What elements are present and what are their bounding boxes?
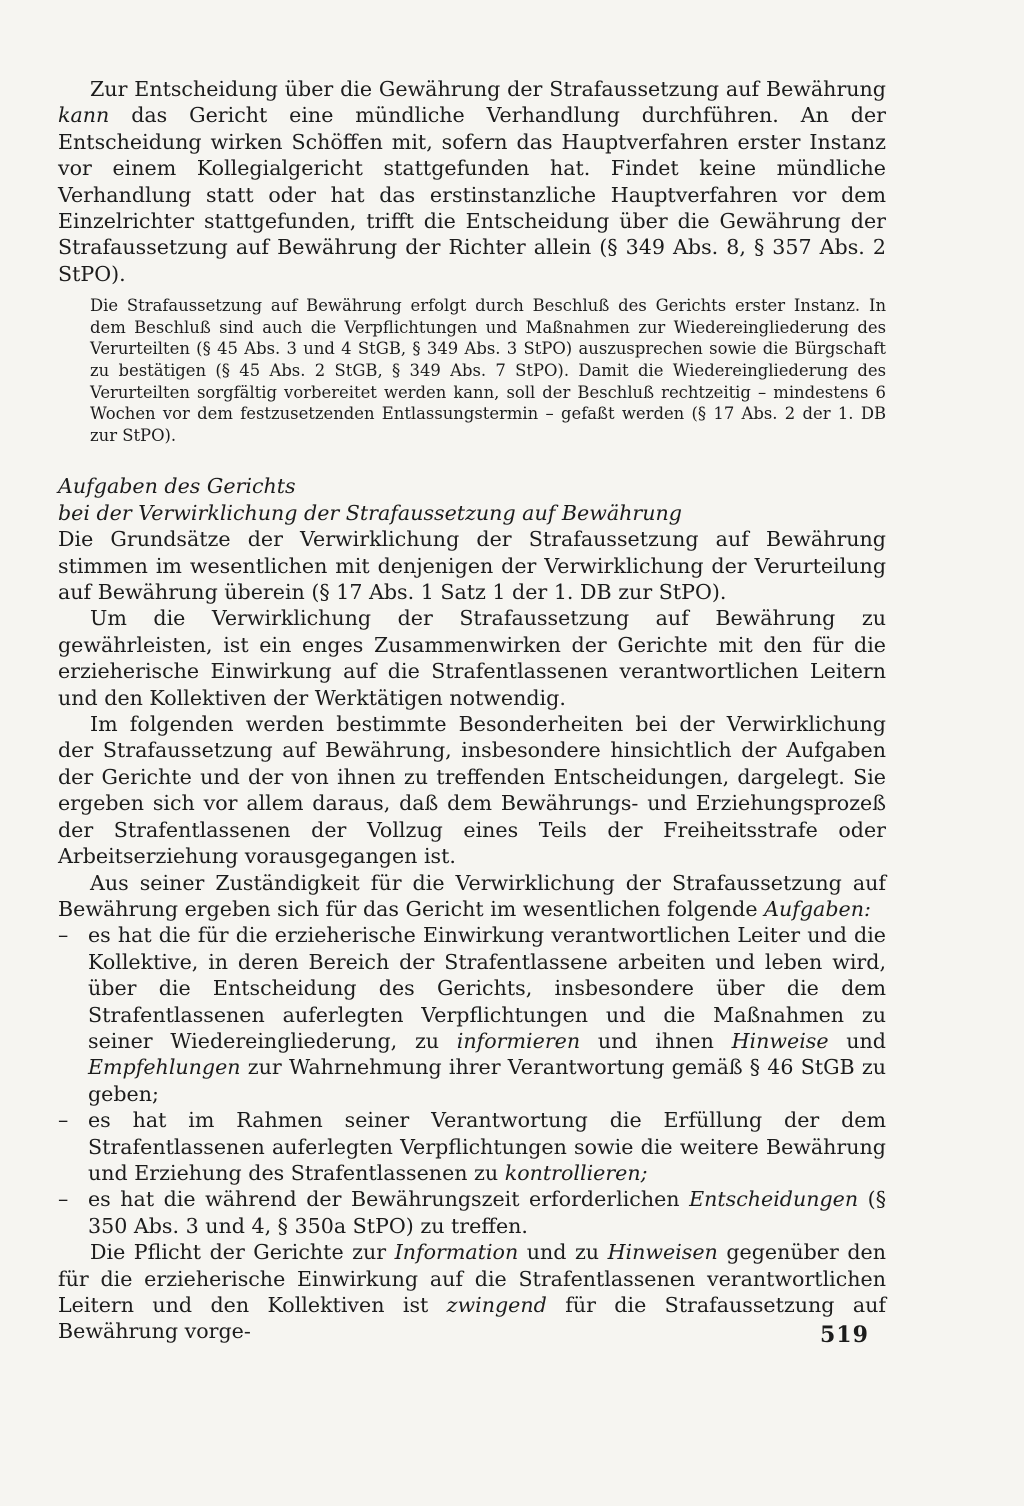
list-item: – es hat die für die erzieherische Einwirkung verantwortlichen Leiter und die Kollektive, in deren Bereich der Strafentlassene arbeiten und leben wird, über die Entscheidung des Gerichts, insbesondere über die dem Strafentlassenen auferlegten Verpflichtungen und die Maßnahmen zu seiner Wiedereingliederung, zu informieren und ihnen Hinweise und Empfehlungen zur Wahrnehmung ihrer Verantwortung gemäß § 46 StGB zu geben; bbox=[58, 922, 886, 1107]
section-heading-line-1: Aufgaben des Gerichts bbox=[58, 474, 296, 499]
emphasis: Information bbox=[394, 1240, 519, 1265]
paragraph-decision-procedure: Zur Entscheidung über die Gewährung der Strafaussetzung auf Bewährung kann das Gericht eine mündliche Verhandlung durchführen. An der Entscheidung wirken Schöffen mit, sofern das Hauptverfahren erster Instanz vor einem Kollegialgericht stattgefunden hat. Findet keine mündliche Verhandlung statt oder hat das erstinstanzliche Hauptverfahren vor dem Einzelrichter stattgefunden, trifft die Entscheidung über die Gewährung der Strafaussetzung auf Bewährung der Richter allein (§ 349 Abs. 8, § 357 Abs. 2 StPO). bbox=[58, 77, 886, 286]
emphasis: kontrollieren; bbox=[504, 1160, 648, 1185]
page-number: 519 bbox=[820, 1322, 869, 1348]
emphasis: kann bbox=[58, 103, 110, 128]
task-list bbox=[58, 922, 886, 1239]
emphasis: Aufgaben: bbox=[764, 896, 871, 921]
list-item: – es hat im Rahmen seiner Verantwortung die Erfüllung der dem Strafentlassenen auferlegten Verpflichtungen sowie die weitere Bewährung und Erziehung des Strafentlassenen zu kontrollieren; bbox=[58, 1107, 886, 1186]
emphasis: Entscheidungen bbox=[689, 1187, 859, 1212]
section-heading-line-2: bei der Verwirklichung der Strafaussetzung auf Bewährung bbox=[58, 500, 682, 525]
paragraph-duty-to-inform: Die Pflicht der Gerichte zur Information und zu Hinweisen gegenüber den für die erzieherische Einwirkung auf die Strafentlassenen verantwortlichen Leitern und den Kollektiven ist zwingend für die Strafaussetzung auf Bewährung vorge- bbox=[58, 1240, 886, 1344]
emphasis: zwingend bbox=[446, 1293, 547, 1317]
text-column bbox=[58, 76, 886, 1345]
paragraph-special-features: Im folgenden werden bestimmte Besonderheiten bei der Verwirklichung der Strafaussetzung auf Bewährung, insbesondere hinsichtlich der Aufgaben der Gerichte und der von ihnen zu treffenden Entscheidungen, dargelegt. Sie ergeben sich vor allem daraus, daß dem Bewährungs- und Erziehungsprozeß der Strafentlassenen der Vollzug eines Teils der Freiheitsstrafe oder Arbeitserziehung vorausgegangen ist. bbox=[58, 712, 886, 869]
emphasis: informieren bbox=[456, 1028, 581, 1053]
paragraph-cooperation: Um die Verwirklichung der Strafaussetzung auf Bewährung zu gewährleisten, ist ein enges Zusammenwirken der Gerichte mit den für die erzieherische Einwirkung auf die Strafentlassenen verantwortlichen Leitern und den Kollektiven der Werktätigen notwendig. bbox=[58, 606, 886, 710]
emphasis: Hinweise bbox=[731, 1028, 829, 1053]
emphasis: Empfehlungen bbox=[88, 1055, 241, 1080]
list-item: – es hat die während der Bewährungszeit erforderlichen Entscheidungen (§ 350 Abs. 3 und 4, § 350a StPO) zu treffen. bbox=[58, 1186, 886, 1239]
paragraph-court-tasks: Aus seiner Zuständigkeit für die Verwirklichung der Strafaussetzung auf Bewährung ergeben sich für das Gericht im wesentlichen folgende Aufgaben: bbox=[58, 870, 886, 921]
section-heading bbox=[58, 473, 886, 526]
note-paragraph-suspension-order: Die Strafaussetzung auf Bewährung erfolgt durch Beschluß des Gerichts erster Instanz. In dem Beschluß sind auch die Verpflichtungen und Maßnahmen zur Wiedereingliederung des Verurteilten (§ 45 Abs. 3 und 4 StGB, § 349 Abs. 3 StPO) auszusprechen sowie die Bürgschaft zu bestätigen (§ 45 Abs. 2 StGB, § 349 Abs. 7 StPO). Damit die Wiedereingliederung des Verurteilten sorgfältig vorbereitet werden kann, soll der Beschluß rechtzeitig – mindestens 6 Wochen vor dem festzusetzenden Entlassungstermin – gefaßt werden (§ 17 Abs. 2 der 1. DB zur StPO). bbox=[90, 296, 886, 445]
emphasis: Hinweisen bbox=[607, 1240, 718, 1265]
paragraph-principles: Die Grundsätze der Verwirklichung der Strafaussetzung auf Bewährung stimmen im wesentlichen mit denjenigen der Verwirklichung der Verurteilung auf Bewährung überein (§ 17 Abs. 1 Satz 1 der 1. DB zur StPO). bbox=[58, 527, 886, 605]
